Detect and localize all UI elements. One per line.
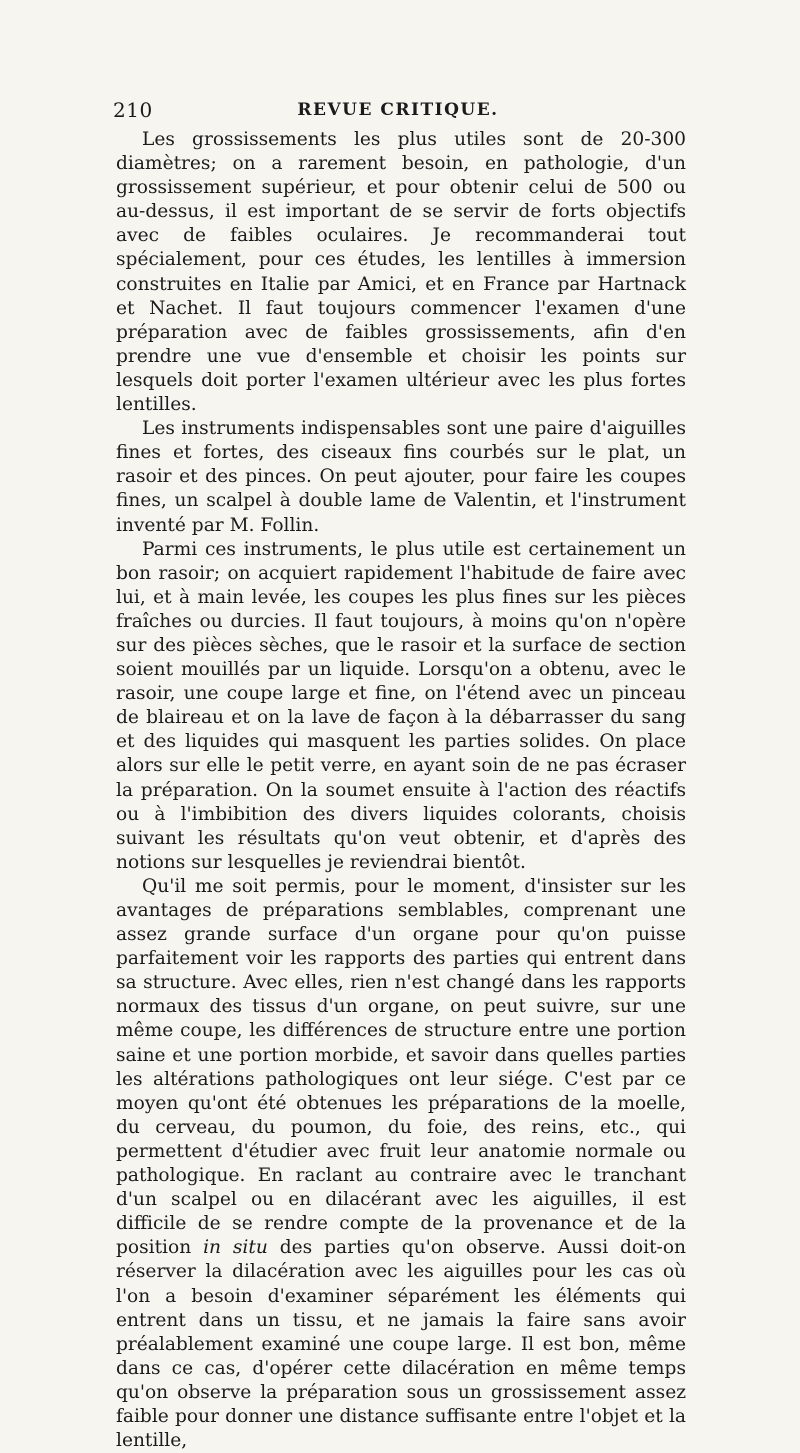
paragraph-avantages [116,875,686,1453]
page-number: 210 [113,98,153,122]
paragraph-avantages-part-2: des parties qu'on observe. Aussi doit-on réserver la dilacération avec les aiguilles pour les cas où l'on a besoin d'examiner séparément les éléments qui entrent dans un tissu, et ne jamais la faire sans avoir préalablement examiné une coupe large. Il est bon, même dans ce cas, d'opérer cette dilacération en même temps qu'on observe la préparation sous un grossissement assez faible pour donner une distance suffisante entre l'objet et la lentille, [116,1237,686,1452]
italic-term: in situ [203,1237,268,1259]
paragraph-grossissements: Les grossissements les plus utiles sont de 20-300 diamètres; on a rarement besoin, en pathologie, d'un grossissement supérieur, et pour obtenir celui de 500 ou au-dessus, il est important de se servir de forts objectifs avec de faibles oculaires. Je recommanderai tout spécialement, pour ces études, les lentilles à immersion construites en Italie par Amici, et en France par Hartnack et Nachet. Il faut toujours commencer l'examen d'une préparation avec de faibles grossissements, afin d'en prendre une vue d'ensemble et choisir les points sur lesquels doit porter l'examen ultérieur avec les plus fortes lentilles. [116,129,686,416]
body-text [116,128,686,1453]
running-title: REVUE CRITIQUE. [297,100,499,120]
paragraph-avantages-part-1: Qu'il me soit permis, pour le moment, d'insister sur les avantages de préparations semblables, comprenant une assez grande surface d'un organe pour qu'on puisse parfaitement voir les rapports des parties qui entrent dans sa structure. Avec elles, rien n'est changé dans les rapports normaux des tissus d'un organe, on peut suivre, sur une même coupe, les différences de structure entre une portion saine et une portion morbide, et savoir dans quelles parties les altérations pathologiques ont leur siége. C'est par ce moyen qu'ont été obtenues les préparations de la moelle, du cerveau, du poumon, du foie, des reins, etc., qui permettent d'étudier avec fruit leur anatomie normale ou pathologique. En raclant au contraire avec le tranchant d'un scalpel ou en dilacérant avec les aiguilles, il est difficile de se rendre compte de la provenance et de la position [116,875,686,1259]
page-header [113,98,683,124]
paragraph-instruments: Les instruments indispensables sont une paire d'aiguilles fines et fortes, des ciseaux fins courbés sur le plat, un rasoir et des pinces. On peut ajouter, pour faire les coupes fines, un scalpel à double lame de Valentin, et l'instrument inventé par M. Follin. [116,418,686,536]
paragraph-rasoir: Parmi ces instruments, le plus utile est certainement un bon rasoir; on acquiert rapidement l'habitude de faire avec lui, et à main levée, les coupes les plus fines sur les pièces fraîches ou durcies. Il faut toujours, à moins qu'on n'opère sur des pièces sèches, que le rasoir et la surface de section soient mouillés par un liquide. Lorsqu'on a obtenu, avec le rasoir, une coupe large et fine, on l'étend avec un pinceau de blaireau et on la lave de façon à la débarrasser du sang et des liquides qui masquent les parties solides. On place alors sur elle le petit verre, en ayant soin de ne pas écraser la préparation. On la soumet ensuite à l'action des réactifs ou à l'imbibition des divers liquides colorants, choisis suivant les résultats qu'on veut obtenir, et d'après des notions sur lesquelles je reviendrai bientôt. [116,538,686,873]
